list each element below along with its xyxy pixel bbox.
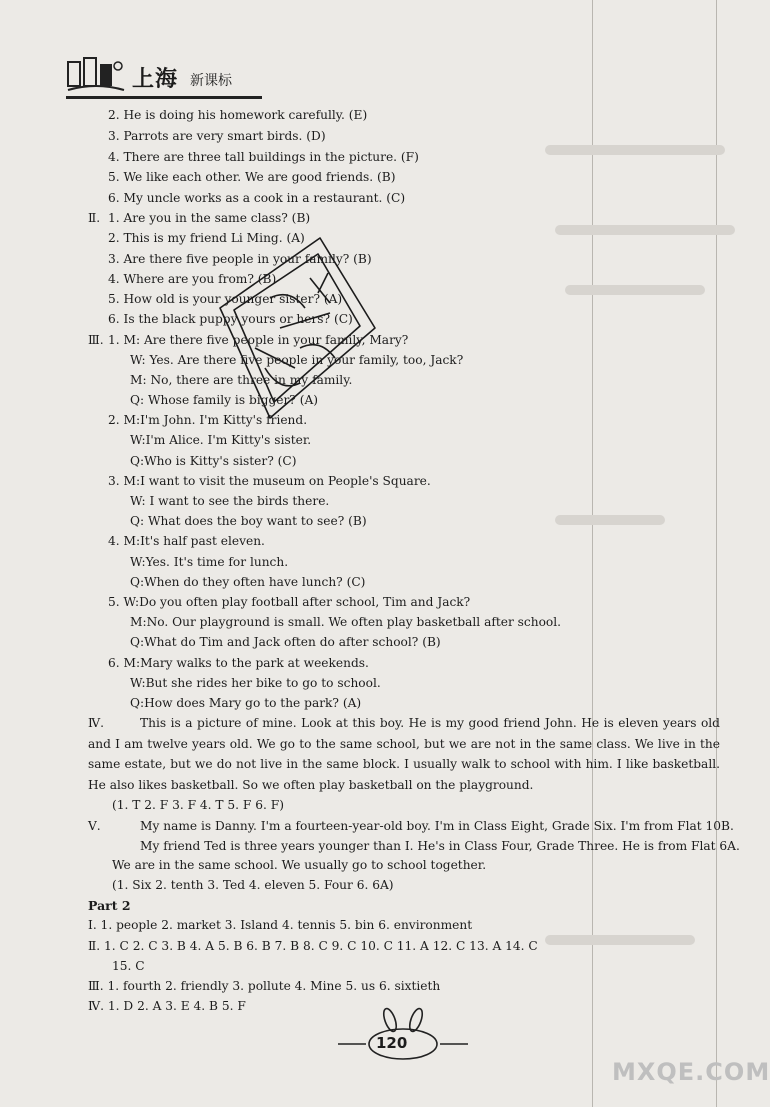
dialogue-line: 3. M:I want to visit the museum on People's Square. bbox=[108, 474, 431, 488]
dialogue-line: W: Yes. Are there five people in your family, too, Jack? bbox=[130, 353, 464, 367]
dialogue-line: W: I want to see the birds there. bbox=[130, 494, 330, 508]
passage-text: This is a picture of mine. Look at this boy. He is my good friend John. He is eleven years old and I am twelve years old. We go to the same school, but we are not in the same class. We live in the same estate, but we do not live in the same block. I usually walk to school with him. I like basketball. He also likes basketball. So we often play basketball on the playground. bbox=[88, 716, 720, 792]
answer-line: 5. We like each other. We are good friends. (B) bbox=[108, 170, 396, 184]
section-numeral: Ⅳ. bbox=[88, 716, 105, 730]
page-footer bbox=[338, 1008, 468, 1060]
answer-line: Ⅲ. 1. fourth 2. friendly 3. pollute 4. Mine 5. us 6. sixtieth bbox=[88, 979, 441, 993]
question-line: Q:Who is Kitty's sister? (C) bbox=[130, 454, 297, 468]
stamp-watermark bbox=[210, 218, 380, 448]
question-line: Q:What do Tim and Jack often do after school? (B) bbox=[130, 635, 441, 649]
dialogue-line: W:Yes. It's time for lunch. bbox=[130, 555, 289, 569]
answer-line: 4. Where are you from? (B) bbox=[108, 272, 277, 286]
answer-line: 5. How old is your younger sister? (A) bbox=[108, 292, 343, 306]
header-title: 上海 bbox=[132, 67, 179, 92]
part2-heading: Part 2 bbox=[88, 898, 131, 913]
site-watermark: MXQE.COM bbox=[612, 1058, 770, 1086]
dialogue-line: M:No. Our playground is small. We often play basketball after school. bbox=[130, 615, 562, 629]
answer-line: 2. He is doing his homework carefully. (E) bbox=[108, 108, 368, 122]
passage-line: My name is Danny. I'm a fourteen-year-old boy. I'm in Class Eight, Grade Six. I'm from Flat 10B. bbox=[140, 819, 734, 833]
answer-line: 3. Parrots are very smart birds. (D) bbox=[108, 129, 326, 143]
answer-line: 4. There are three tall buildings in the picture. (F) bbox=[108, 150, 419, 164]
passage-line: We are in the same school. We usually go to school together. bbox=[112, 858, 487, 872]
section-numeral: Ⅲ. bbox=[88, 333, 104, 347]
answer-line: Ⅰ. 1. people 2. market 3. Island 4. tennis 5. bin 6. environment bbox=[88, 918, 473, 932]
dialogue-line: 1. M: Are there five people in your family, Mary? bbox=[108, 333, 409, 347]
question-line: Q:When do they often have lunch? (C) bbox=[130, 575, 366, 589]
section-numeral: Ⅴ. bbox=[88, 819, 101, 833]
answer-line: 15. C bbox=[112, 959, 145, 973]
answer-line: 6. Is the black puppy yours or hers? (C) bbox=[108, 312, 353, 326]
answer-line: 6. My uncle works as a cook in a restaurant. (C) bbox=[108, 191, 406, 205]
passage-line: My friend Ted is three years younger than I. He's in Class Four, Grade Three. He is from Flat 6A. bbox=[140, 839, 740, 853]
book-logo-icon bbox=[66, 52, 128, 96]
dialogue-line: 4. M:It's half past eleven. bbox=[108, 534, 265, 548]
dialogue-line: W:But she rides her bike to go to school. bbox=[130, 676, 381, 690]
question-line: Q:How does Mary go to the park? (A) bbox=[130, 696, 362, 710]
answers-line: (1. Six 2. tenth 3. Ted 4. eleven 5. Four 6. 6A) bbox=[112, 878, 394, 892]
dialogue-line: M: No, there are three in my family. bbox=[130, 373, 353, 387]
answer-line: 1. Are you in the same class? (B) bbox=[108, 211, 311, 225]
answer-line: Ⅱ. 1. C 2. C 3. B 4. A 5. B 6. B 7. B 8. C 9. C 10. C 11. A 12. C 13. A 14. C bbox=[88, 939, 538, 953]
dialogue-line: 6. M:Mary walks to the park at weekends. bbox=[108, 656, 369, 670]
question-line: Q: What does the boy want to see? (B) bbox=[130, 514, 367, 528]
answer-line: 3. Are there five people in your family? (B) bbox=[108, 252, 372, 266]
header-rule bbox=[66, 96, 262, 99]
question-line: Q: Whose family is bigger? (A) bbox=[130, 393, 319, 407]
answer-line: Ⅳ. 1. D 2. A 3. E 4. B 5. F bbox=[88, 999, 246, 1013]
header-subtitle: 新课标 bbox=[190, 73, 232, 89]
page-number: 120 bbox=[376, 1034, 408, 1052]
dialogue-line: 5. W:Do you often play football after school, Tim and Jack? bbox=[108, 595, 471, 609]
answer-line: 2. This is my friend Li Ming. (A) bbox=[108, 231, 305, 245]
dialogue-line: 2. M:I'm John. I'm Kitty's friend. bbox=[108, 413, 308, 427]
dialogue-line: W:I'm Alice. I'm Kitty's sister. bbox=[130, 433, 312, 447]
answers-line: (1. T 2. F 3. F 4. T 5. F 6. F) bbox=[112, 798, 284, 812]
section-numeral: Ⅱ. bbox=[88, 211, 101, 225]
book-header bbox=[66, 48, 266, 104]
